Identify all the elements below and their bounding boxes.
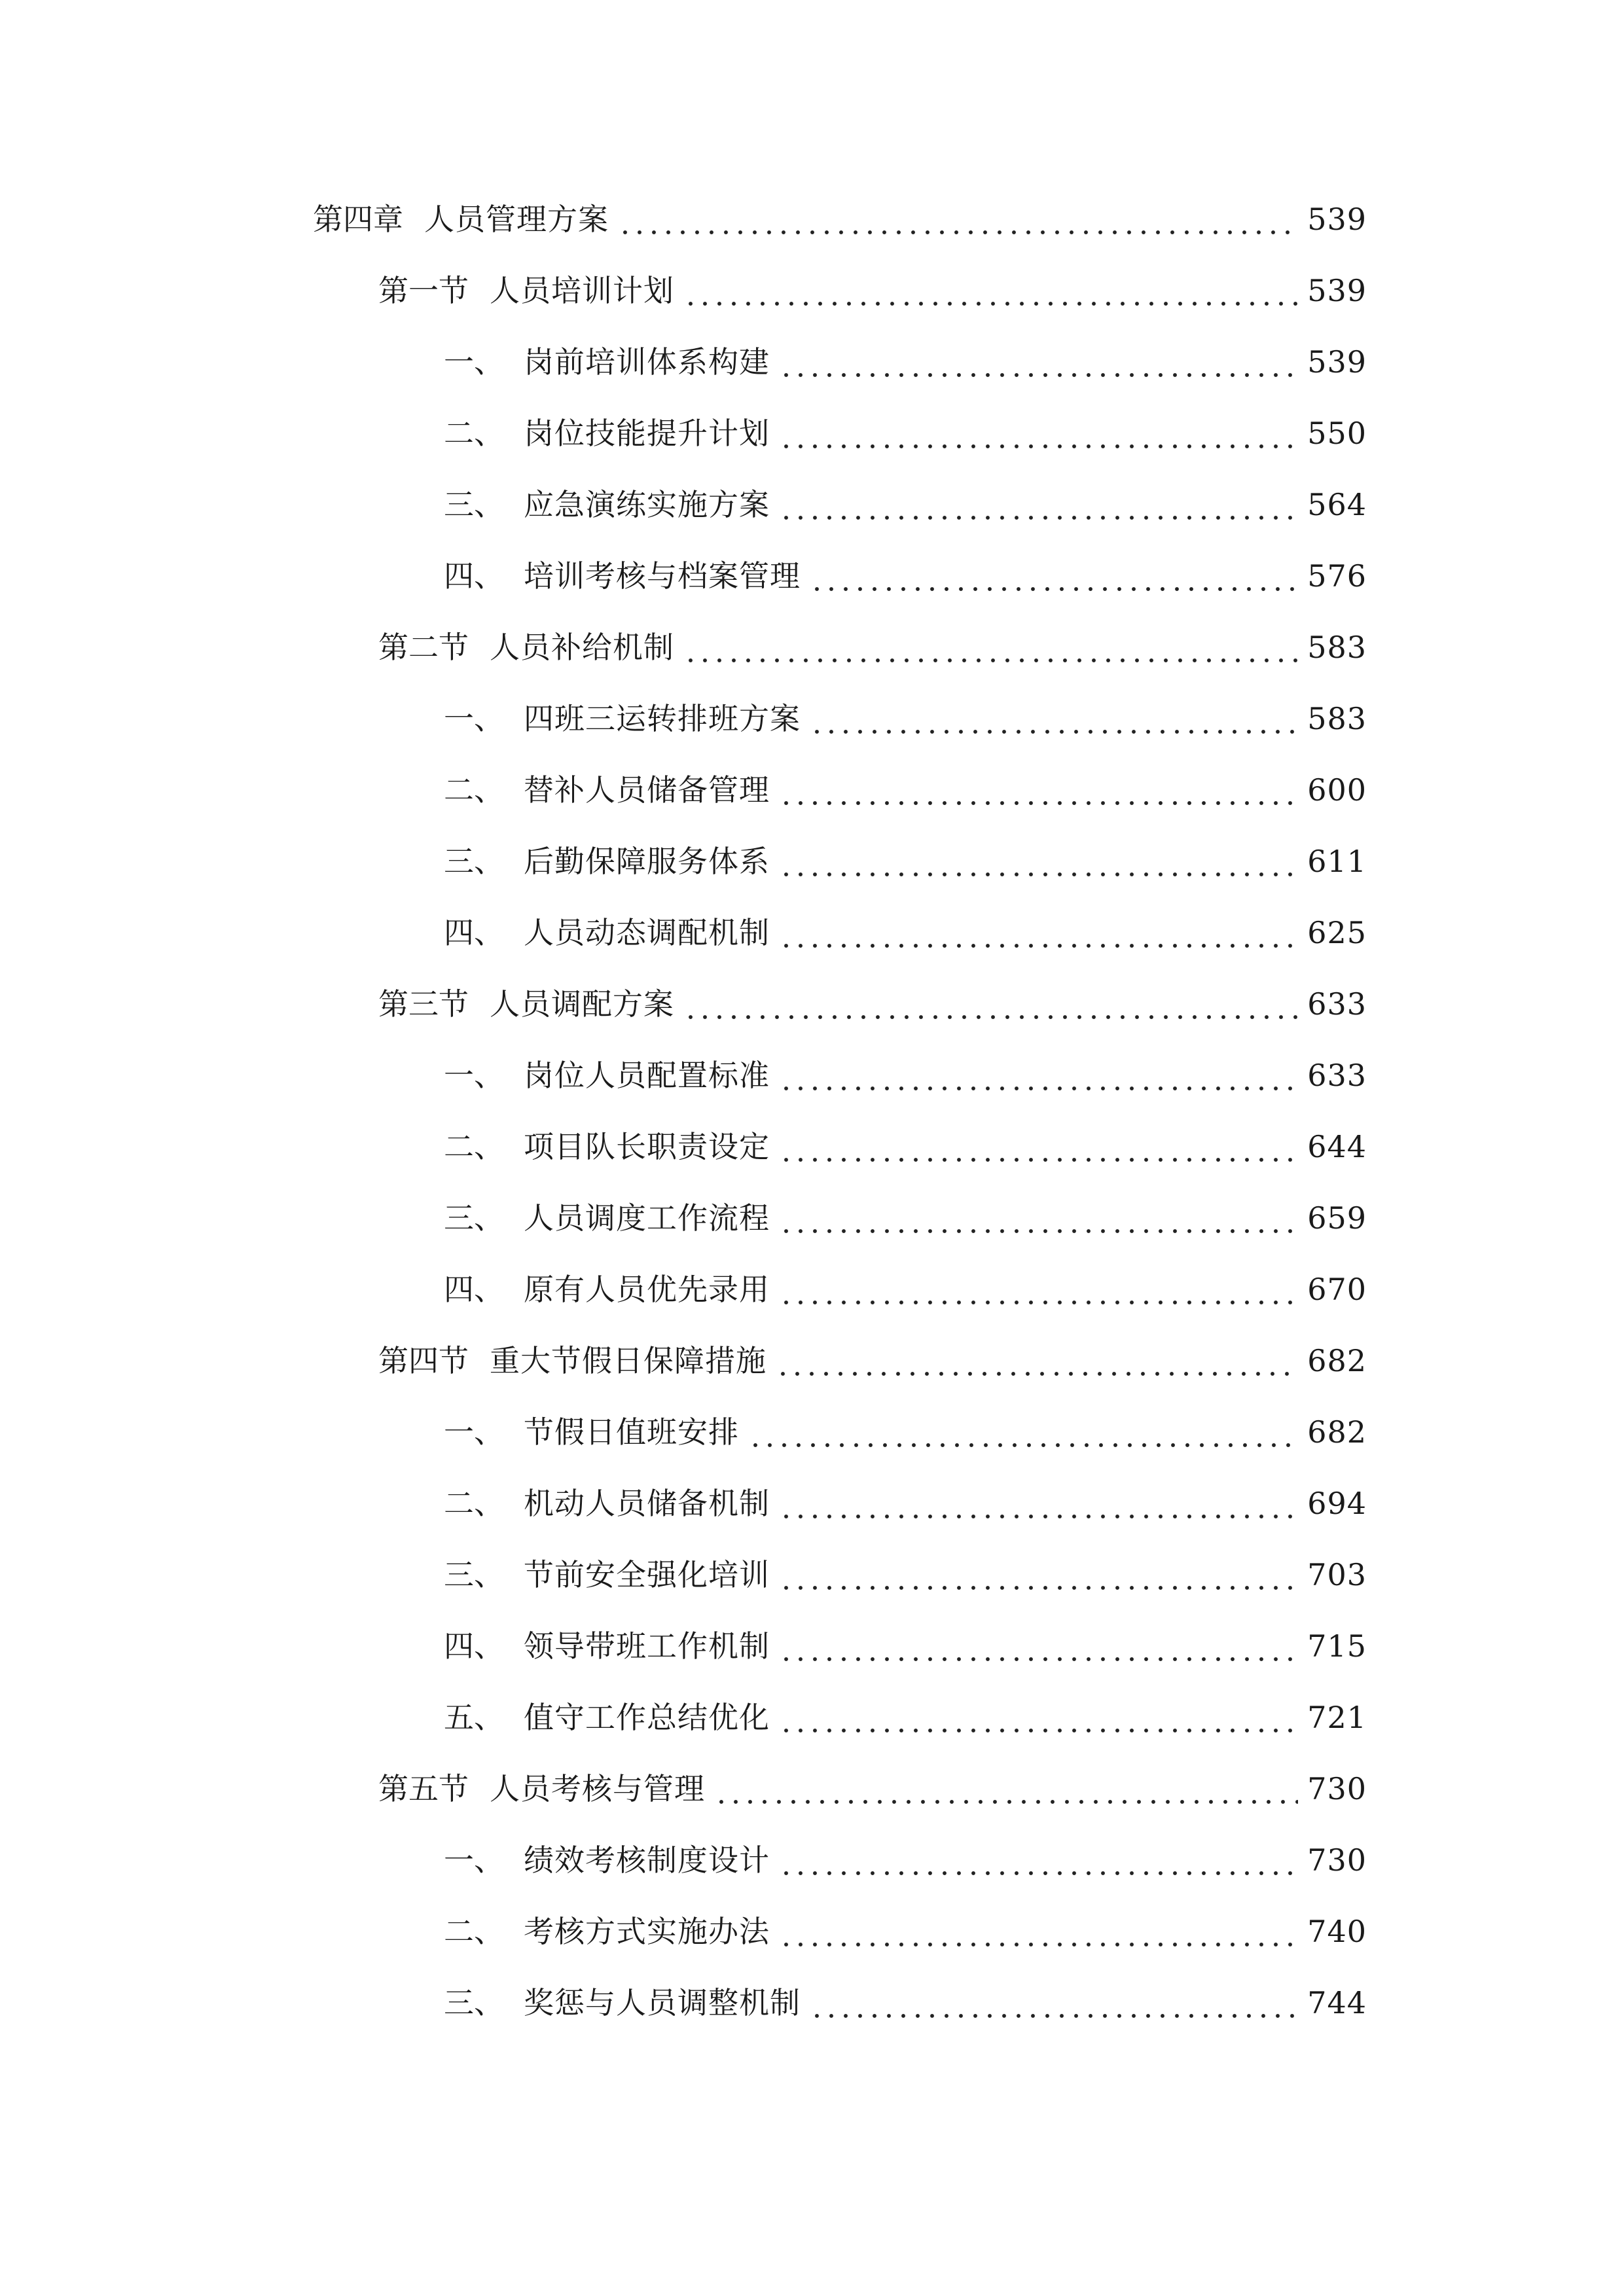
toc-subsection[interactable]: [444, 696, 1367, 742]
entry-number: 一、: [444, 701, 504, 736]
dot-leader: [683, 981, 1298, 1027]
entry-title: 岗位人员配置标准: [524, 1058, 770, 1093]
entry-page-number: 633: [1307, 1058, 1367, 1093]
entry-number: 四、: [444, 1272, 504, 1307]
dot-leader: [779, 910, 1298, 956]
dot-leader: [810, 553, 1298, 599]
entry-number: 四、: [444, 915, 504, 950]
entry-title: 岗前培训体系构建: [524, 344, 770, 380]
toc-subsection[interactable]: [444, 553, 1367, 599]
entry-page-number: 670: [1307, 1272, 1367, 1307]
dot-leader: [683, 268, 1298, 314]
dot-leader: [779, 1266, 1298, 1312]
entry-page-number: 659: [1307, 1200, 1367, 1236]
toc-subsection[interactable]: [444, 1980, 1367, 2026]
entry-number: 一、: [444, 1414, 504, 1450]
entry-number: 四、: [444, 558, 504, 594]
entry-page-number: 715: [1307, 1628, 1367, 1664]
entry-title: 人员考核与管理: [490, 1771, 705, 1806]
entry-title: 节假日值班安排: [524, 1414, 739, 1450]
entry-number: 四、: [444, 1628, 504, 1664]
entry-title: 人员调配方案: [490, 986, 674, 1022]
entry-title: 节前安全强化培训: [524, 1557, 770, 1592]
entry-number: 一、: [444, 1058, 504, 1093]
dot-leader: [779, 482, 1298, 528]
entry-number: 五、: [444, 1700, 504, 1735]
entry-number: 二、: [444, 1486, 504, 1521]
entry-number: 三、: [444, 1557, 504, 1592]
entry-title: 人员补给机制: [490, 630, 674, 665]
entry-title: 奖惩与人员调整机制: [524, 1985, 801, 2020]
entry-title: 后勤保障服务体系: [524, 844, 770, 879]
entry-title: 四班三运转排班方案: [524, 701, 801, 736]
entry-title: 项目队长职责设定: [524, 1129, 770, 1164]
dot-leader: [810, 1980, 1298, 2026]
entry-title: 值守工作总结优化: [524, 1700, 770, 1735]
entry-page-number: 721: [1307, 1700, 1367, 1735]
entry-number: 二、: [444, 772, 504, 808]
dot-leader: [779, 1480, 1298, 1526]
entry-title: 原有人员优先录用: [524, 1272, 770, 1307]
entry-page-number: 576: [1307, 558, 1367, 594]
entry-number: 第五节: [378, 1771, 469, 1806]
dot-leader: [810, 696, 1298, 742]
entry-page-number: 600: [1307, 772, 1367, 808]
entry-number: 第四章: [313, 202, 403, 237]
entry-number: 二、: [444, 1914, 504, 1949]
toc-subsection[interactable]: [444, 1266, 1367, 1312]
toc-subsection[interactable]: [444, 482, 1367, 528]
entry-page-number: 730: [1307, 1842, 1367, 1878]
entry-number: 三、: [444, 1200, 504, 1236]
entry-page-number: 583: [1307, 701, 1367, 736]
toc-subsection[interactable]: [444, 1195, 1367, 1241]
entry-title: 替补人员储备管理: [524, 772, 770, 808]
toc-subsection[interactable]: [444, 1480, 1367, 1526]
toc-section-1[interactable]: [378, 268, 1367, 314]
entry-title: 人员管理方案: [424, 202, 609, 237]
dot-leader: [779, 339, 1298, 385]
dot-leader: [779, 410, 1298, 456]
dot-leader: [779, 1124, 1298, 1170]
toc-subsection[interactable]: [444, 1837, 1367, 1883]
entry-number: 一、: [444, 344, 504, 380]
entry-number: 三、: [444, 487, 504, 522]
dot-leader: [683, 624, 1298, 670]
entry-page-number: 539: [1307, 202, 1367, 237]
entry-title: 绩效考核制度设计: [524, 1842, 770, 1878]
entry-page-number: 550: [1307, 416, 1367, 451]
entry-number: 二、: [444, 1129, 504, 1164]
entry-number: 第四节: [378, 1343, 469, 1378]
entry-page-number: 730: [1307, 1771, 1367, 1806]
entry-page-number: 564: [1307, 487, 1367, 522]
dot-leader: [779, 1195, 1298, 1241]
toc-subsection[interactable]: [444, 1623, 1367, 1669]
entry-title: 培训考核与档案管理: [524, 558, 801, 594]
dot-leader: [779, 1623, 1298, 1669]
entry-title: 领导带班工作机制: [524, 1628, 770, 1664]
entry-number: 一、: [444, 1842, 504, 1878]
entry-title: 应急演练实施方案: [524, 487, 770, 522]
toc-section-3[interactable]: [378, 981, 1367, 1027]
toc-chapter-4[interactable]: [313, 196, 1367, 242]
entry-number: 第二节: [378, 630, 469, 665]
entry-title: 重大节假日保障措施: [490, 1343, 767, 1378]
dot-leader: [714, 1766, 1298, 1812]
toc-subsection[interactable]: [444, 1909, 1367, 1954]
entry-page-number: 740: [1307, 1914, 1367, 1949]
toc-subsection[interactable]: [444, 339, 1367, 385]
dot-leader: [779, 838, 1298, 884]
entry-page-number: 744: [1307, 1985, 1367, 2020]
entry-page-number: 682: [1307, 1414, 1367, 1450]
toc-subsection[interactable]: [444, 767, 1367, 813]
toc-subsection[interactable]: [444, 910, 1367, 956]
toc-subsection[interactable]: [444, 410, 1367, 456]
entry-title: 人员动态调配机制: [524, 915, 770, 950]
entry-page-number: 611: [1307, 844, 1367, 879]
dot-leader: [776, 1338, 1298, 1384]
dot-leader: [618, 196, 1298, 242]
toc-section-4[interactable]: [378, 1338, 1367, 1384]
dot-leader: [779, 1052, 1298, 1098]
toc-subsection[interactable]: [444, 1052, 1367, 1098]
toc-subsection[interactable]: [444, 1409, 1367, 1455]
entry-page-number: 539: [1307, 273, 1367, 308]
entry-number: 三、: [444, 844, 504, 879]
entry-page-number: 583: [1307, 630, 1367, 665]
entry-title: 人员调度工作流程: [524, 1200, 770, 1236]
entry-number: 二、: [444, 416, 504, 451]
entry-title: 考核方式实施办法: [524, 1914, 770, 1949]
entry-page-number: 694: [1307, 1486, 1367, 1521]
toc-subsection[interactable]: [444, 1124, 1367, 1170]
dot-leader: [748, 1409, 1298, 1455]
dot-leader: [779, 1909, 1298, 1954]
entry-title: 机动人员储备机制: [524, 1486, 770, 1521]
dot-leader: [779, 1837, 1298, 1883]
entry-page-number: 682: [1307, 1343, 1367, 1378]
entry-number: 第三节: [378, 986, 469, 1022]
entry-page-number: 633: [1307, 986, 1367, 1022]
toc-subsection[interactable]: [444, 1552, 1367, 1598]
entry-number: 三、: [444, 1985, 504, 2020]
toc-section-5[interactable]: [378, 1766, 1367, 1812]
entry-page-number: 539: [1307, 344, 1367, 380]
entry-number: 第一节: [378, 273, 469, 308]
entry-page-number: 703: [1307, 1557, 1367, 1592]
dot-leader: [779, 1695, 1298, 1740]
entry-title: 人员培训计划: [490, 273, 674, 308]
entry-title: 岗位技能提升计划: [524, 416, 770, 451]
dot-leader: [779, 767, 1298, 813]
toc-subsection[interactable]: [444, 838, 1367, 884]
toc-subsection[interactable]: [444, 1695, 1367, 1740]
dot-leader: [779, 1552, 1298, 1598]
toc-section-2[interactable]: [378, 624, 1367, 670]
entry-page-number: 625: [1307, 915, 1367, 950]
entry-page-number: 644: [1307, 1129, 1367, 1164]
